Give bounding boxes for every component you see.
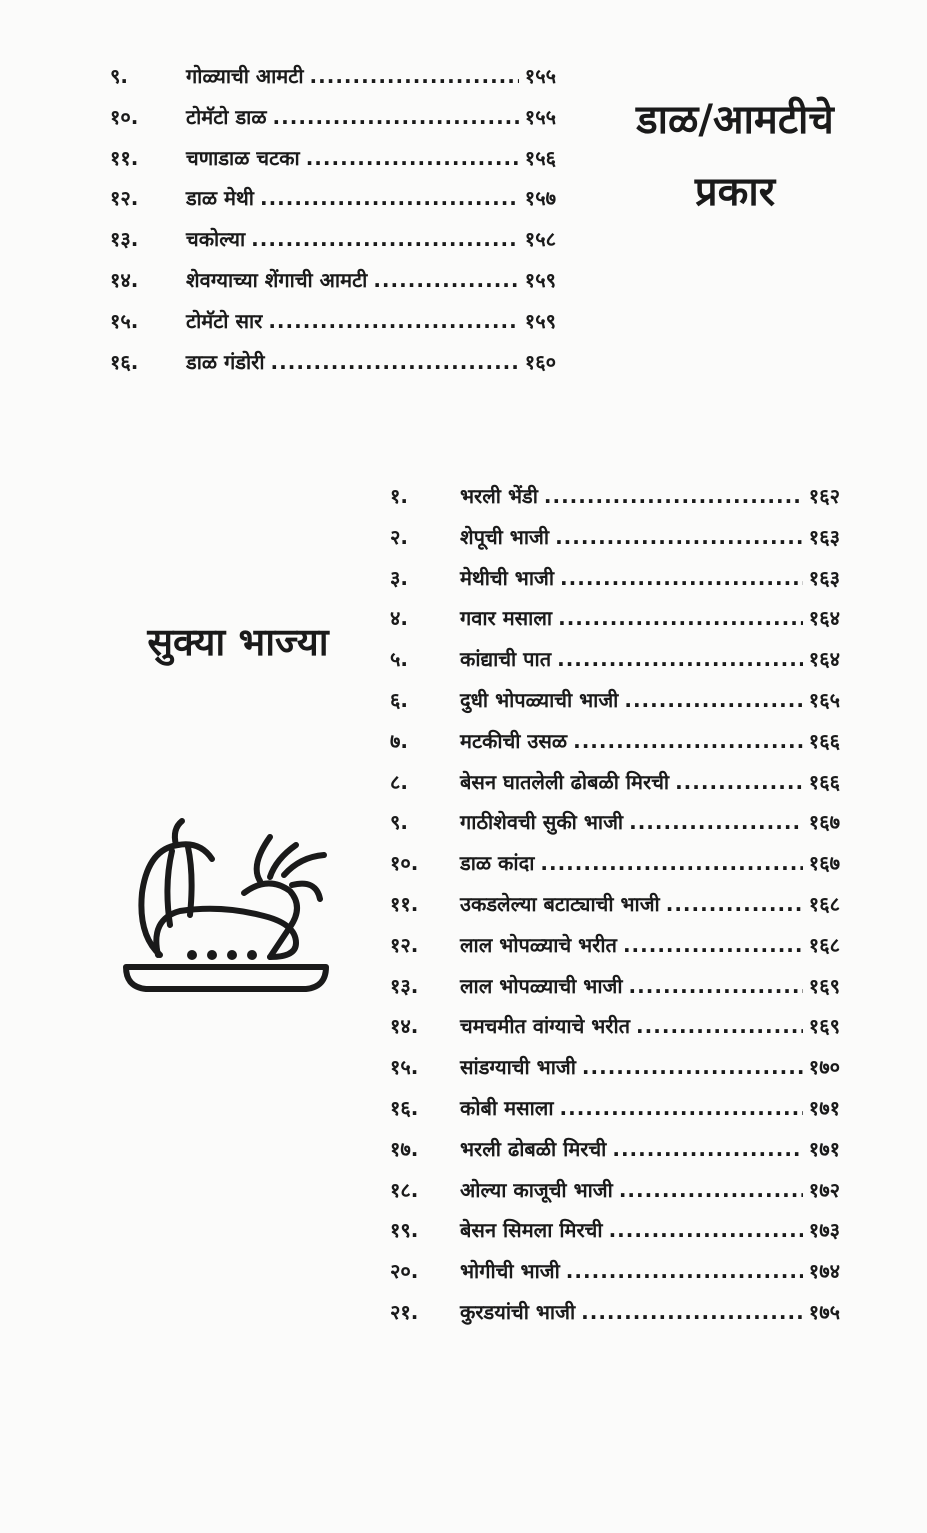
entry-page-number: १६६ — [808, 728, 840, 753]
entry-page-number: १५५ — [524, 104, 556, 129]
entry-title: भरली ढोबळी मिरची — [460, 1136, 607, 1161]
toc-entry — [110, 307, 556, 348]
dot-leader — [310, 64, 519, 88]
entry-page-number: १६५ — [808, 687, 840, 712]
entry-title: बेसन सिमला मिरची — [460, 1218, 603, 1243]
toc-entry — [390, 523, 840, 564]
entry-title: भोगीची भाजी — [460, 1259, 560, 1284]
toc-entry — [110, 62, 556, 103]
entry-title: टोमॅटो सार — [186, 308, 263, 333]
entry-number: ९. — [390, 810, 408, 835]
entry-title: कुरडयांची भाजी — [460, 1299, 576, 1324]
dot-leader — [675, 770, 803, 794]
bhaji-contents-list — [390, 482, 840, 1339]
dot-leader — [373, 268, 518, 292]
entry-number: १३. — [390, 973, 419, 998]
toc-entry — [390, 564, 840, 605]
entry-title: सांडग्याची भाजी — [460, 1055, 576, 1080]
entry-title: शेवग्याच्या शेंगाची आमटी — [186, 267, 368, 292]
entry-title: गाठीशेवची सुकी भाजी — [460, 810, 624, 835]
entry-number: १९. — [390, 1218, 419, 1243]
toc-entry — [390, 686, 840, 727]
entry-title: मटकीची उसळ — [460, 728, 568, 753]
entry-number: १३. — [110, 227, 139, 252]
entry-page-number: १७१ — [808, 1136, 840, 1161]
entry-number: ५. — [390, 647, 408, 672]
toc-entry — [110, 348, 556, 389]
entry-title: मेथीची भाजी — [460, 565, 555, 590]
entry-title: डाळ कांदा — [460, 851, 535, 876]
entry-title: लाल भोपळ्याची भाजी — [460, 973, 623, 998]
dot-leader — [629, 974, 803, 998]
entry-page-number: १६३ — [808, 524, 840, 549]
entry-number: ८. — [390, 769, 408, 794]
entry-title: गवार मसाला — [460, 606, 553, 631]
toc-entry — [390, 808, 840, 849]
toc-entry — [390, 890, 840, 931]
toc-entry — [390, 1012, 840, 1053]
toc-entry — [390, 849, 840, 890]
toc-entry — [390, 727, 840, 768]
entry-title: भरली भेंडी — [460, 484, 538, 508]
entry-page-number: १६९ — [808, 1014, 840, 1039]
entry-page-number: १५५ — [524, 64, 556, 88]
dot-leader — [260, 186, 519, 210]
entry-title: कांद्याची पात — [460, 647, 552, 672]
dal-heading-line-1: डाळ/आमटीचे — [636, 97, 834, 143]
bhaji-section-heading: सुक्या भाज्या — [147, 620, 329, 664]
entry-number: ६. — [390, 687, 408, 712]
entry-number: ९. — [110, 64, 128, 88]
entry-title: बेसन घातलेली ढोबळी मिरची — [460, 769, 670, 794]
toc-entry — [390, 1216, 840, 1257]
entry-page-number: १५९ — [524, 308, 556, 333]
toc-entry — [390, 1298, 840, 1339]
entry-title: कोबी मसाला — [460, 1095, 554, 1120]
entry-title: दुधी भोपळ्याची भाजी — [460, 687, 619, 712]
dot-leader — [251, 227, 519, 251]
dot-leader — [666, 892, 803, 916]
entry-number: ४. — [390, 606, 408, 631]
entry-number: १०. — [110, 104, 139, 129]
dot-leader — [540, 851, 802, 875]
entry-title: चमचमीत वांग्याचे भरीत — [460, 1014, 631, 1039]
dot-leader — [555, 525, 803, 549]
dot-leader — [629, 810, 803, 834]
entry-page-number: १७२ — [808, 1177, 840, 1202]
entry-page-number: १५७ — [524, 186, 556, 211]
vegetable-basket-icon — [120, 815, 332, 1005]
dal-heading-line-2: प्रकार — [694, 169, 776, 215]
toc-entry — [390, 768, 840, 809]
toc-entry — [110, 103, 556, 144]
entry-page-number: १६७ — [808, 810, 840, 835]
entry-page-number: १६४ — [808, 647, 840, 672]
toc-entry — [390, 1176, 840, 1217]
dot-leader — [557, 647, 803, 671]
entry-page-number: १६२ — [808, 484, 840, 508]
dot-leader — [560, 566, 803, 590]
entry-title: डाळ गंडोरी — [186, 349, 265, 374]
entry-number: १४. — [390, 1014, 419, 1039]
entry-number: २. — [390, 524, 408, 549]
entry-title: लाल भोपळ्याचे भरीत — [460, 932, 617, 957]
dot-leader — [573, 729, 803, 753]
entry-number: ११. — [110, 145, 139, 170]
dot-leader — [612, 1137, 802, 1161]
entry-number: १५. — [390, 1055, 419, 1080]
dot-leader — [581, 1300, 803, 1324]
entry-page-number: १६७ — [808, 851, 840, 876]
entry-page-number: १७१ — [808, 1095, 840, 1120]
dot-leader — [624, 688, 802, 712]
entry-number: १७. — [390, 1136, 419, 1161]
entry-page-number: १७३ — [808, 1218, 840, 1243]
entry-page-number: १६९ — [808, 973, 840, 998]
entry-number: १२. — [110, 186, 139, 211]
entry-page-number: १६४ — [808, 606, 840, 631]
dot-leader — [268, 309, 518, 333]
entry-page-number: १७० — [808, 1055, 840, 1080]
toc-entry — [390, 931, 840, 972]
entry-title: ओल्या काजूची भाजी — [460, 1177, 613, 1202]
dot-leader — [619, 1178, 803, 1202]
entry-number: १६. — [390, 1095, 419, 1120]
dot-leader — [636, 1014, 803, 1038]
dot-leader — [273, 105, 519, 129]
dot-leader — [306, 146, 519, 170]
toc-entry — [110, 144, 556, 185]
toc-entry — [390, 645, 840, 686]
entry-number: ७. — [390, 728, 408, 753]
toc-entry — [390, 604, 840, 645]
entry-page-number: १६८ — [808, 891, 840, 916]
toc-entry — [390, 1257, 840, 1298]
entry-title: चणाडाळ चटका — [186, 145, 300, 170]
entry-number: २०. — [390, 1259, 419, 1284]
entry-number: ३. — [390, 565, 408, 590]
toc-entry — [110, 225, 556, 266]
entry-number: १६. — [110, 349, 139, 374]
dot-leader — [623, 933, 803, 957]
entry-number: २१. — [390, 1299, 419, 1324]
dot-leader — [271, 350, 519, 374]
entry-page-number: १६० — [524, 349, 556, 374]
dot-leader — [560, 1096, 803, 1120]
dot-leader — [609, 1218, 803, 1242]
entry-number: १८. — [390, 1177, 419, 1202]
entry-title: गोळ्याची आमटी — [186, 64, 304, 88]
dot-leader — [566, 1259, 803, 1283]
toc-entry — [390, 972, 840, 1013]
toc-entry — [390, 482, 840, 523]
entry-title: चकोल्या — [186, 227, 246, 252]
entry-page-number: १५८ — [524, 227, 556, 252]
toc-entry — [110, 184, 556, 225]
entry-page-number: १५६ — [524, 145, 556, 170]
entry-title: उकडलेल्या बटाट्याची भाजी — [460, 891, 660, 916]
entry-page-number: १६३ — [808, 565, 840, 590]
entry-page-number: १५९ — [524, 267, 556, 292]
toc-entry — [390, 1053, 840, 1094]
entry-title: टोमॅटो डाळ — [186, 104, 267, 129]
entry-number: १५. — [110, 308, 139, 333]
entry-title: शेपूची भाजी — [460, 524, 550, 549]
dot-leader — [582, 1055, 803, 1079]
entry-page-number: १७४ — [808, 1259, 840, 1284]
dal-section-heading — [600, 84, 870, 228]
entry-number: १४. — [110, 267, 139, 292]
dot-leader — [558, 606, 803, 630]
entry-number: १०. — [390, 851, 419, 876]
dal-contents-list — [110, 62, 556, 388]
toc-entry — [110, 266, 556, 307]
entry-title: डाळ मेथी — [186, 186, 254, 211]
toc-entry — [390, 1094, 840, 1135]
entry-page-number: १६८ — [808, 932, 840, 957]
toc-entry — [390, 1135, 840, 1176]
dot-leader — [544, 484, 803, 508]
entry-number: ११. — [390, 891, 419, 916]
entry-number: १. — [390, 484, 408, 508]
entry-page-number: १७५ — [808, 1299, 840, 1324]
entry-page-number: १६६ — [808, 769, 840, 794]
entry-number: १२. — [390, 932, 419, 957]
